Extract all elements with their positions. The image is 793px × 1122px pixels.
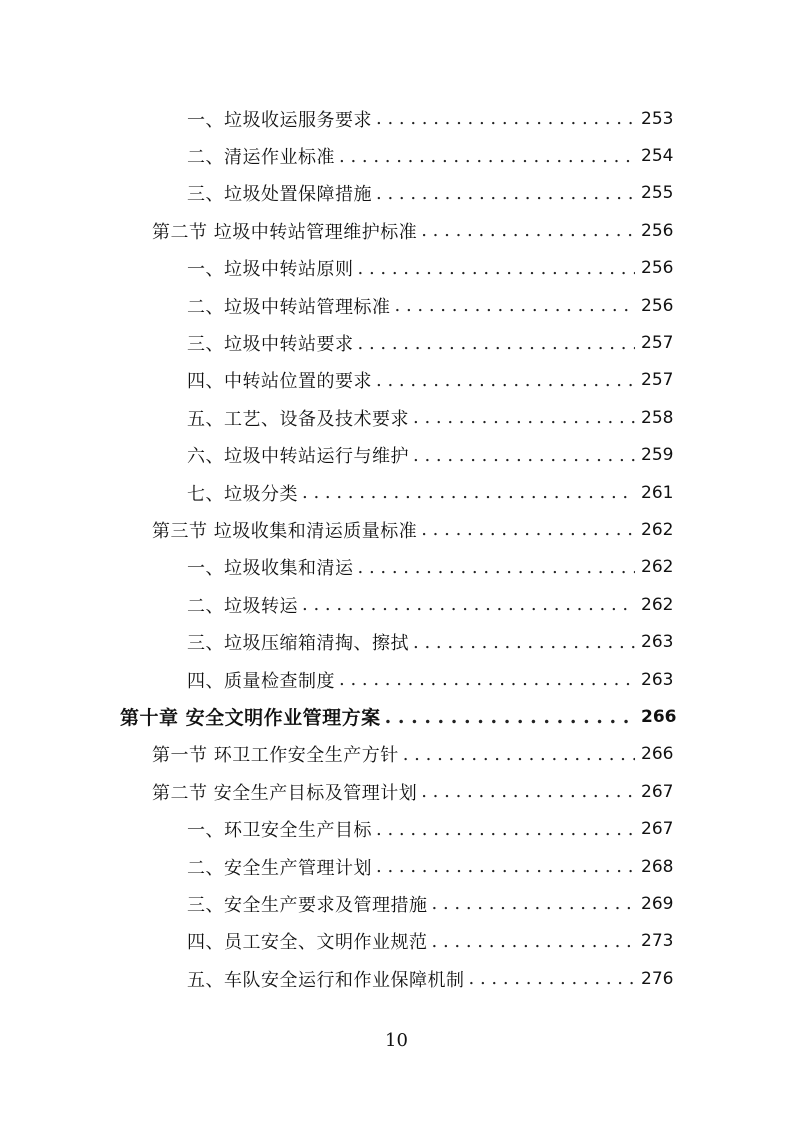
toc-leader-dots: [339, 669, 635, 690]
toc-entry-title: 二、清运作业标准: [187, 147, 335, 169]
toc-entry-page: 254: [641, 146, 674, 167]
toc-entry-page: 262: [641, 519, 674, 540]
toc-leader-dots: [376, 370, 635, 391]
toc-entry-page: 256: [641, 258, 674, 279]
toc-entry-page: 259: [641, 445, 674, 466]
toc-subsection-entry[interactable]: [0, 661, 793, 698]
toc-section-entry[interactable]: [0, 773, 793, 810]
toc-entry-page: 256: [641, 220, 674, 241]
toc-entry-page: 253: [641, 108, 674, 129]
toc-entry-page: 266: [641, 744, 674, 765]
toc-entry-page: 256: [641, 295, 674, 316]
toc-entry-title: 三、垃圾压缩箱清掏、擦拭: [187, 633, 409, 655]
toc-subsection-entry[interactable]: [0, 474, 793, 511]
toc-leader-dots: [358, 333, 636, 354]
page-number: 10: [385, 1030, 408, 1051]
toc-leader-dots: [302, 482, 635, 503]
toc-subsection-entry[interactable]: [0, 287, 793, 324]
toc-entry-title: 二、垃圾转运: [187, 595, 298, 617]
toc-entry-title: 五、工艺、设备及技术要求: [187, 408, 409, 430]
toc-leader-dots: [413, 445, 635, 466]
toc-subsection-entry[interactable]: [0, 250, 793, 287]
toc-entry-title: 六、垃圾中转站运行与维护: [187, 446, 409, 468]
toc-leader-dots: [339, 146, 635, 167]
toc-section-entry[interactable]: [0, 736, 793, 773]
toc-entry-title: 五、车队安全运行和作业保障机制: [187, 969, 465, 991]
toc-leader-dots: [302, 594, 635, 615]
toc-leader-dots: [385, 706, 635, 728]
toc-entry-title: 第三节 垃圾收集和清运质量标准: [152, 520, 418, 542]
toc-entry-title: 二、垃圾中转站管理标准: [187, 296, 391, 318]
toc-entry-page: 267: [641, 819, 674, 840]
toc-subsection-entry[interactable]: [0, 810, 793, 847]
toc-entry-page: 263: [641, 632, 674, 653]
toc-subsection-entry[interactable]: [0, 362, 793, 399]
toc-entry-title: 第一节 环卫工作安全生产方针: [152, 745, 399, 767]
toc-entry-page: 262: [641, 557, 674, 578]
toc-entry-page: 262: [641, 594, 674, 615]
toc-entry-title: 三、垃圾处置保障措施: [187, 184, 372, 206]
toc-entry-page: 261: [641, 482, 674, 503]
toc-entry-title: 第二节 安全生产目标及管理计划: [152, 782, 418, 804]
toc-chapter-entry[interactable]: [0, 698, 793, 735]
toc-entry-title: 一、垃圾收集和清运: [187, 558, 354, 580]
toc-entry-page: 266: [641, 706, 677, 727]
toc-subsection-entry[interactable]: [0, 324, 793, 361]
toc-entry-title: 一、垃圾中转站原则: [187, 259, 354, 281]
toc-subsection-entry[interactable]: [0, 586, 793, 623]
toc-subsection-entry[interactable]: [0, 885, 793, 922]
table-of-contents: [0, 100, 793, 997]
toc-entry-title: 第十章 安全文明作业管理方案: [120, 707, 381, 730]
toc-leader-dots: [421, 220, 635, 241]
toc-subsection-entry[interactable]: [0, 923, 793, 960]
toc-leader-dots: [469, 968, 636, 989]
toc-subsection-entry[interactable]: [0, 175, 793, 212]
toc-leader-dots: [432, 931, 636, 952]
toc-entry-page: 255: [641, 183, 674, 204]
toc-leader-dots: [403, 744, 635, 765]
toc-leader-dots: [376, 819, 635, 840]
toc-leader-dots: [376, 183, 635, 204]
toc-leader-dots: [358, 258, 636, 279]
toc-subsection-entry[interactable]: [0, 399, 793, 436]
toc-entry-page: 267: [641, 781, 674, 802]
toc-subsection-entry[interactable]: [0, 623, 793, 660]
toc-leader-dots: [395, 295, 636, 316]
toc-entry-title: 第二节 垃圾中转站管理维护标准: [152, 221, 418, 243]
toc-entry-page: 268: [641, 856, 674, 877]
toc-leader-dots: [421, 519, 635, 540]
toc-entry-title: 三、安全生产要求及管理措施: [187, 894, 428, 916]
toc-entry-page: 258: [641, 407, 674, 428]
toc-entry-title: 七、垃圾分类: [187, 483, 298, 505]
toc-entry-page: 257: [641, 333, 674, 354]
toc-entry-title: 一、环卫安全生产目标: [187, 820, 372, 842]
toc-entry-title: 一、垃圾收运服务要求: [187, 109, 372, 131]
toc-section-entry[interactable]: [0, 212, 793, 249]
toc-leader-dots: [421, 781, 635, 802]
toc-leader-dots: [413, 632, 635, 653]
toc-subsection-entry[interactable]: [0, 437, 793, 474]
toc-subsection-entry[interactable]: [0, 549, 793, 586]
toc-leader-dots: [358, 557, 636, 578]
toc-leader-dots: [432, 893, 636, 914]
toc-entry-title: 二、安全生产管理计划: [187, 857, 372, 879]
toc-section-entry[interactable]: [0, 511, 793, 548]
toc-leader-dots: [376, 108, 635, 129]
toc-entry-page: 257: [641, 370, 674, 391]
toc-leader-dots: [413, 407, 635, 428]
toc-entry-title: 四、质量检查制度: [187, 670, 335, 692]
toc-entry-title: 四、员工安全、文明作业规范: [187, 932, 428, 954]
toc-entry-page: 269: [641, 893, 674, 914]
toc-leader-dots: [376, 856, 635, 877]
toc-entry-title: 三、垃圾中转站要求: [187, 334, 354, 356]
toc-entry-page: 273: [641, 931, 674, 952]
toc-subsection-entry[interactable]: [0, 960, 793, 997]
toc-entry-page: 276: [641, 968, 674, 989]
toc-subsection-entry[interactable]: [0, 848, 793, 885]
toc-subsection-entry[interactable]: [0, 100, 793, 137]
toc-entry-title: 四、中转站位置的要求: [187, 371, 372, 393]
toc-subsection-entry[interactable]: [0, 137, 793, 174]
toc-entry-page: 263: [641, 669, 674, 690]
